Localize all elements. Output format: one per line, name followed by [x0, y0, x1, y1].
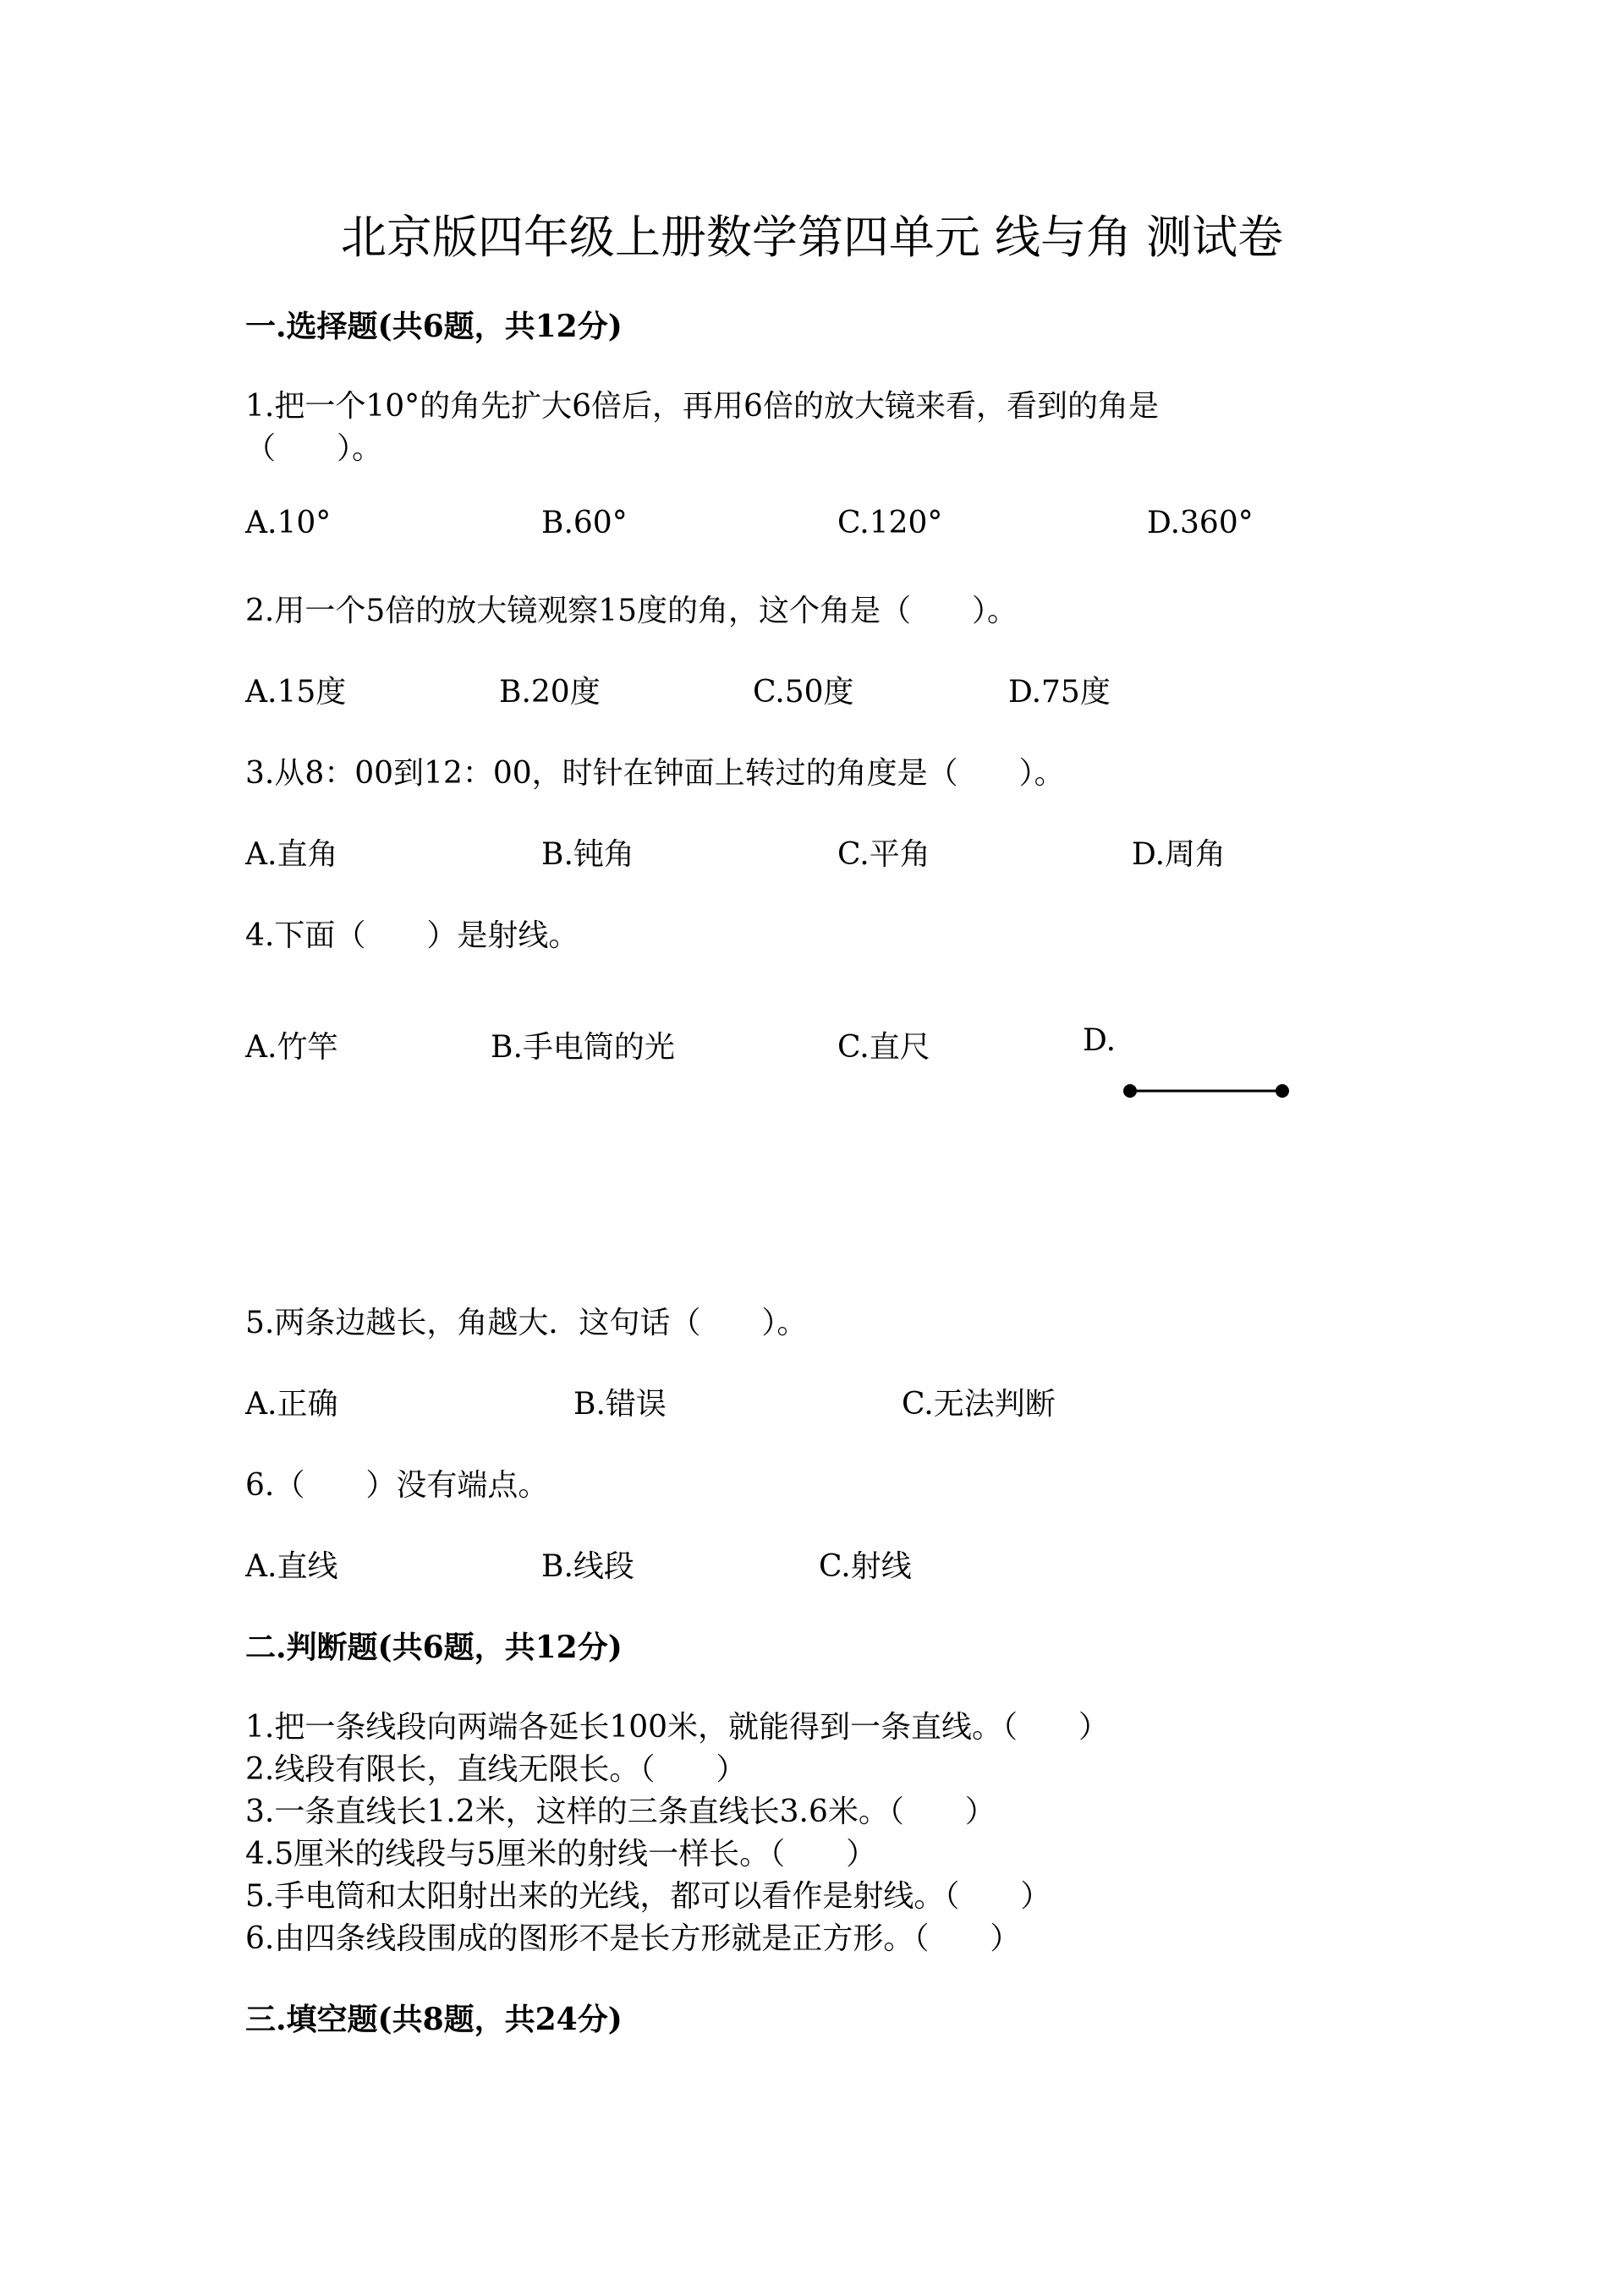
question-1-option-b: B.60° [541, 506, 628, 540]
question-3-text: 3.从8：00到12：00，时针在钟面上转过的角度是（ ）。 [245, 756, 1065, 791]
judgment-item-1: 1.把一条线段向两端各延长100米，就能得到一条直线。（ ） [245, 1710, 1110, 1745]
question-6-option-a: A.直线 [245, 1549, 338, 1584]
question-5-option-c: C.无法判断 [902, 1387, 1056, 1422]
section-heading-judgment: 二.判断题(共6题，共12分) [245, 1630, 623, 1665]
question-1-text: 1.把一个10°的角先扩大6倍后，再用6倍的放大镜来看，看到的角是 [245, 389, 1159, 424]
question-1-option-a: A.10° [245, 506, 332, 540]
question-2-text: 2.用一个5倍的放大镜观察15度的角，这个角是（ ）。 [245, 594, 1018, 628]
question-3-option-d: D.周角 [1132, 837, 1226, 872]
segment-endpoint-left [1123, 1084, 1137, 1098]
page-title: 北京版四年级上册数学第四单元 线与角 测试卷 [340, 211, 1284, 264]
question-6-option-b: B.线段 [541, 1549, 634, 1584]
judgment-item-3: 3.一条直线长1.2米，这样的三条直线长3.6米。（ ） [245, 1795, 996, 1829]
section-heading-fill-blank: 三.填空题(共8题，共24分) [245, 2002, 623, 2037]
judgment-item-4: 4.5厘米的线段与5厘米的射线一样长。（ ） [245, 1837, 877, 1871]
question-2-option-a: A.15度 [245, 675, 347, 710]
question-4-option-d: D. [1083, 1023, 1116, 1058]
question-4-option-a: A.竹竿 [245, 1030, 338, 1065]
judgment-item-2: 2.线段有限长，直线无限长。（ ） [245, 1752, 747, 1787]
judgment-item-6: 6.由四条线段围成的图形不是长方形就是正方形。（ ） [245, 1921, 1021, 1956]
question-1-option-d: D.360° [1147, 506, 1254, 540]
question-1-option-c: C.120° [837, 506, 943, 540]
line-segment-figure [1116, 1074, 1303, 1108]
section-heading-choice: 一.选择题(共6题，共12分) [245, 309, 623, 344]
question-3-option-a: A.直角 [245, 837, 338, 872]
question-2-option-c: C.50度 [753, 675, 854, 710]
question-4-option-c: C.直尺 [837, 1030, 930, 1065]
question-3-option-b: B.钝角 [541, 837, 634, 872]
question-5-text: 5.两条边越长，角越大．这句话（ ）。 [245, 1306, 808, 1340]
judgment-item-5: 5.手电筒和太阳射出来的光线，都可以看作是射线。（ ） [245, 1879, 1051, 1914]
question-5-option-a: A.正确 [245, 1387, 338, 1422]
question-6-option-c: C.射线 [819, 1549, 912, 1584]
segment-endpoint-right [1276, 1084, 1289, 1098]
question-6-text: 6.（ ）没有端点。 [245, 1468, 549, 1503]
question-4-text: 4.下面（ ）是射线。 [245, 918, 579, 953]
question-5-option-b: B.错误 [573, 1387, 667, 1422]
question-2-option-d: D.75度 [1008, 675, 1111, 710]
question-3-option-c: C.平角 [837, 837, 930, 872]
question-1-text-cont: （ ）。 [245, 431, 383, 466]
question-4-option-b: B.手电筒的光 [491, 1030, 675, 1065]
question-2-option-b: B.20度 [499, 675, 601, 710]
